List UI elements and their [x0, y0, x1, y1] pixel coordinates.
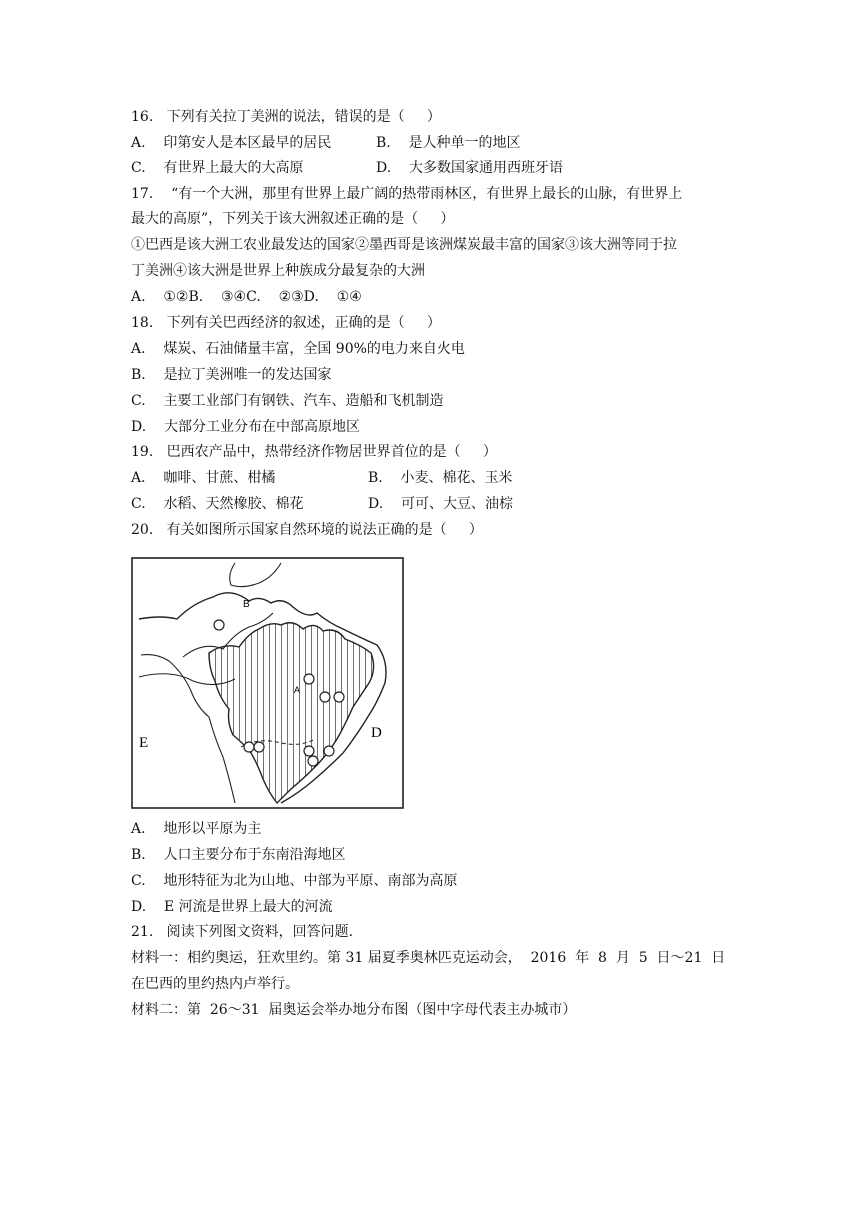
q20-option-a: A. 地形以平原为主 — [131, 821, 262, 837]
map-marker-5c — [304, 746, 314, 756]
q18-option-b: B. 是拉丁美洲唯一的发达国家 — [131, 367, 332, 383]
q19-option-c: C. 水稻、天然橡胶、棉花 — [131, 496, 304, 512]
q16-option-d: D. 大多数国家通用西班牙语 — [376, 160, 563, 176]
q21-material1-line1: 材料一：相约奥运，狂欢里约。第 31 届夏季奥林匹克运动会， 2016 年 8 月 5 日～21 日 — [131, 950, 726, 966]
map-label-d: D — [371, 725, 382, 741]
map-label-a: A — [294, 685, 301, 695]
brazil-map-figure — [131, 557, 404, 809]
q16-stem: 16. 下列有关拉丁美洲的说法，错误的是（ ） — [131, 109, 441, 125]
q17-stem-line1: 17. “有一个大洲，那里有世界上最广阔的热带雨林区，有世界上最长的山脉，有世界上 — [131, 186, 683, 202]
q16-option-c: C. 有世界上最大的大高原 — [131, 160, 304, 176]
q20-option-d: D. E 河流是世界上最大的河流 — [131, 899, 333, 915]
q16-option-b: B. 是人种单一的地区 — [376, 135, 521, 151]
q19-stem: 19. 巴西农产品中，热带经济作物居世界首位的是（ ） — [131, 444, 497, 460]
q18-option-a: A. 煤炭、石油储量丰富，全国 90%的电力来自火电 — [131, 341, 465, 357]
q18-option-c: C. 主要工业部门有钢铁、汽车、造船和飞机制造 — [131, 393, 444, 409]
q21-material2: 材料二：第 26～31 届奥运会举办地分布图（图中字母代表主办城市） — [131, 1002, 577, 1018]
map-marker-4c — [324, 746, 334, 756]
q20-option-c: C. 地形特征为北为山地、中部为平原、南部为高原 — [131, 873, 458, 889]
q16-option-a: A. 印第安人是本区最早的居民 — [131, 135, 332, 151]
q20-option-b: B. 人口主要分布于东南沿海地区 — [131, 847, 346, 863]
q17-stem-line2: 最大的高原”，下列关于该大洲叙述正确的是（ ） — [131, 211, 455, 227]
q19-option-b: B. 小麦、棉花、玉米 — [368, 470, 513, 486]
map-marker-5b — [254, 742, 264, 752]
q19-option-a: A. 咖啡、甘蔗、柑橘 — [131, 470, 276, 486]
map-label-b: B — [243, 599, 250, 610]
map-marker-5 — [244, 742, 254, 752]
q20-stem: 20. 有关如图所示国家自然环境的说法正确的是（ ） — [131, 522, 483, 538]
map-marker-4a — [320, 692, 330, 702]
q17-items-line2: 丁美洲④该大洲是世界上种族成分最复杂的大洲 — [131, 263, 425, 279]
map-marker-2 — [214, 620, 224, 630]
brazil-map — [131, 557, 404, 809]
map-marker-1 — [304, 674, 314, 684]
q17-items-line1: ①巴西是该大洲工农业最发达的国家②墨西哥是该洲煤炭最丰富的国家③该大洲等同于拉 — [131, 237, 677, 253]
q21-stem: 21. 阅读下列图文资料，回答问题. — [131, 924, 354, 940]
map-label-e: E — [139, 735, 149, 751]
q18-stem: 18. 下列有关巴西经济的叙述，正确的是（ ） — [131, 315, 441, 331]
map-marker-5d — [308, 756, 318, 766]
q18-option-d: D. 大部分工业分布在中部高原地区 — [131, 419, 360, 435]
q17-options: A. ①②B. ③④C. ②③D. ①④ — [131, 289, 362, 305]
q21-material1-line2: 在巴西的里约热内卢举行。 — [131, 976, 299, 992]
map-marker-4b — [334, 692, 344, 702]
q19-option-d: D. 可可、大豆、油棕 — [368, 496, 513, 512]
